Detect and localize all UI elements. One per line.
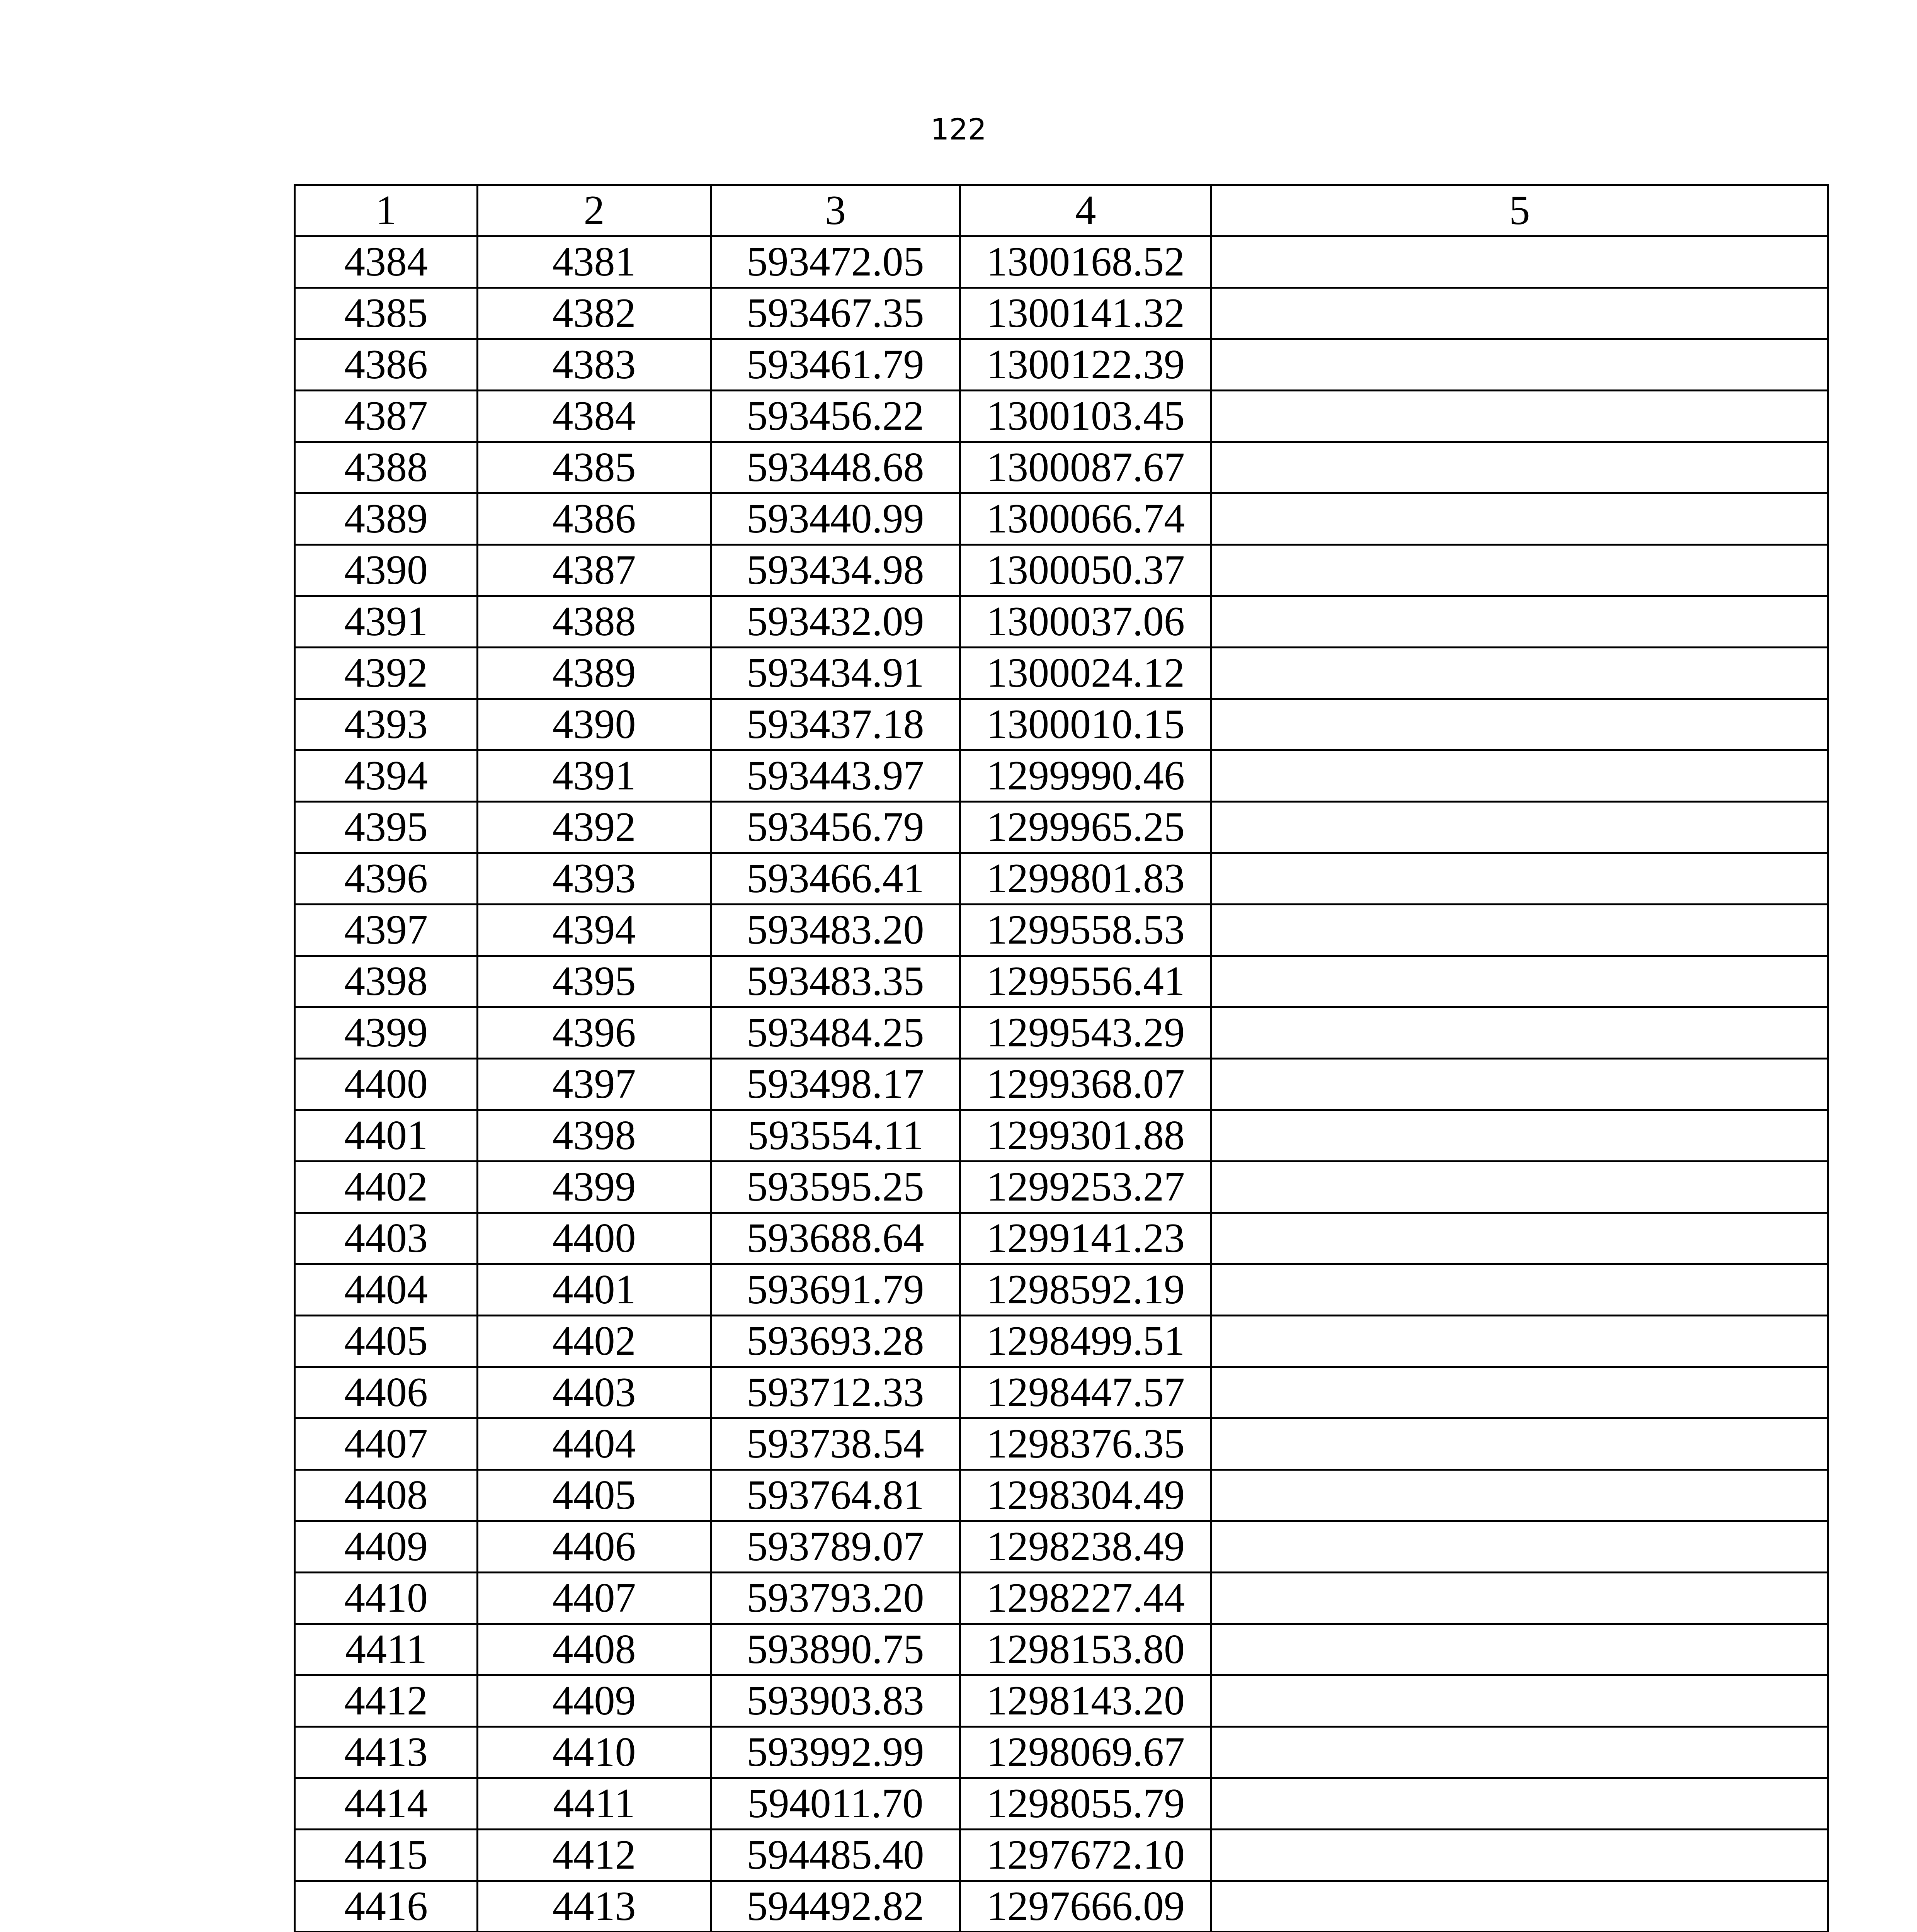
- table-cell-col-5: [1211, 1675, 1828, 1727]
- table-cell-col-4: 1298447.57: [960, 1367, 1211, 1418]
- table-cell-col-4: 1299301.88: [960, 1110, 1211, 1162]
- table-cell-col-2: 4401: [478, 1264, 711, 1316]
- header-cell-5: 5: [1211, 185, 1828, 236]
- table-cell-col-5: [1211, 1573, 1828, 1624]
- table-cell-col-3: 593789.07: [711, 1521, 960, 1573]
- table-cell-col-4: 1299558.53: [960, 905, 1211, 956]
- table-row: [295, 1727, 1828, 1778]
- table-row: [295, 1059, 1828, 1110]
- table-cell-col-4: 1300010.15: [960, 699, 1211, 750]
- table-cell-col-3: 593688.64: [711, 1213, 960, 1264]
- table-cell-col-4: 1297666.09: [960, 1881, 1211, 1932]
- table-cell-col-5: [1211, 1727, 1828, 1778]
- table-body: [295, 236, 1828, 1932]
- table-row: [295, 648, 1828, 699]
- table-cell-col-3: 593456.79: [711, 802, 960, 853]
- table-cell-col-4: 1299253.27: [960, 1162, 1211, 1213]
- table-cell-col-1: 4390: [295, 545, 478, 596]
- table-cell-col-2: 4404: [478, 1418, 711, 1470]
- table-cell-col-3: 594492.82: [711, 1881, 960, 1932]
- table-cell-col-2: 4390: [478, 699, 711, 750]
- page-number: 122: [930, 112, 987, 146]
- table-row: [295, 750, 1828, 802]
- table-cell-col-4: 1298499.51: [960, 1316, 1211, 1367]
- table-cell-col-5: [1211, 1881, 1828, 1932]
- table-cell-col-1: 4401: [295, 1110, 478, 1162]
- table-cell-col-5: [1211, 442, 1828, 493]
- table-row: [295, 1007, 1828, 1059]
- table-row: [295, 1264, 1828, 1316]
- table-cell-col-5: [1211, 1624, 1828, 1675]
- table-cell-col-4: 1298069.67: [960, 1727, 1211, 1778]
- table-cell-col-2: 4381: [478, 236, 711, 288]
- table-cell-col-2: 4394: [478, 905, 711, 956]
- table-cell-col-4: 1300050.37: [960, 545, 1211, 596]
- table-cell-col-2: 4386: [478, 493, 711, 545]
- header-cell-4: 4: [960, 185, 1211, 236]
- table-cell-col-3: 593595.25: [711, 1162, 960, 1213]
- table-cell-col-5: [1211, 1316, 1828, 1367]
- table-cell-col-3: 593434.91: [711, 648, 960, 699]
- table-cell-col-2: 4396: [478, 1007, 711, 1059]
- table-cell-col-2: 4395: [478, 956, 711, 1007]
- table-cell-col-4: 1300122.39: [960, 339, 1211, 391]
- table-cell-col-1: 4414: [295, 1778, 478, 1830]
- table-cell-col-2: 4407: [478, 1573, 711, 1624]
- table-cell-col-2: 4398: [478, 1110, 711, 1162]
- table-cell-col-5: [1211, 1521, 1828, 1573]
- table-cell-col-2: 4409: [478, 1675, 711, 1727]
- table-cell-col-2: 4383: [478, 339, 711, 391]
- table-cell-col-5: [1211, 905, 1828, 956]
- table-cell-col-1: 4394: [295, 750, 478, 802]
- table-cell-col-2: 4408: [478, 1624, 711, 1675]
- table-row: [295, 905, 1828, 956]
- table-cell-col-2: 4397: [478, 1059, 711, 1110]
- table-row: [295, 493, 1828, 545]
- table-header-row: [295, 185, 1828, 236]
- table-row: [295, 1624, 1828, 1675]
- table-cell-col-5: [1211, 648, 1828, 699]
- coordinates-table: [294, 184, 1829, 1932]
- table-cell-col-4: 1300066.74: [960, 493, 1211, 545]
- table-cell-col-5: [1211, 288, 1828, 339]
- table-cell-col-2: 4402: [478, 1316, 711, 1367]
- table-cell-col-2: 4393: [478, 853, 711, 905]
- table-cell-col-2: 4400: [478, 1213, 711, 1264]
- table-row: [295, 1470, 1828, 1521]
- table-cell-col-1: 4400: [295, 1059, 478, 1110]
- table-cell-col-1: 4412: [295, 1675, 478, 1727]
- table-cell-col-3: 593448.68: [711, 442, 960, 493]
- table-cell-col-5: [1211, 1007, 1828, 1059]
- table-row: [295, 1573, 1828, 1624]
- table-cell-col-3: 593693.28: [711, 1316, 960, 1367]
- table-cell-col-4: 1298143.20: [960, 1675, 1211, 1727]
- table-cell-col-1: 4408: [295, 1470, 478, 1521]
- table-cell-col-3: 593712.33: [711, 1367, 960, 1418]
- table-row: [295, 1521, 1828, 1573]
- table-cell-col-4: 1300024.12: [960, 648, 1211, 699]
- table-cell-col-1: 4398: [295, 956, 478, 1007]
- table-cell-col-4: 1299543.29: [960, 1007, 1211, 1059]
- table-cell-col-5: [1211, 1110, 1828, 1162]
- table-cell-col-1: 4389: [295, 493, 478, 545]
- table-cell-col-1: 4415: [295, 1830, 478, 1881]
- table-cell-col-1: 4387: [295, 391, 478, 442]
- table-cell-col-4: 1298055.79: [960, 1778, 1211, 1830]
- table-cell-col-1: 4410: [295, 1573, 478, 1624]
- table-cell-col-3: 593890.75: [711, 1624, 960, 1675]
- table-row: [295, 1778, 1828, 1830]
- table-row: [295, 1830, 1828, 1881]
- table-row: [295, 956, 1828, 1007]
- table-cell-col-1: 4393: [295, 699, 478, 750]
- table-cell-col-2: 4389: [478, 648, 711, 699]
- table-cell-col-4: 1300103.45: [960, 391, 1211, 442]
- table-row: [295, 545, 1828, 596]
- table-row: [295, 288, 1828, 339]
- table-cell-col-1: 4404: [295, 1264, 478, 1316]
- table-cell-col-4: 1299556.41: [960, 956, 1211, 1007]
- table-cell-col-1: 4407: [295, 1418, 478, 1470]
- table-cell-col-5: [1211, 236, 1828, 288]
- table-cell-col-2: 4413: [478, 1881, 711, 1932]
- table-cell-col-4: 1300087.67: [960, 442, 1211, 493]
- table-cell-col-2: 4411: [478, 1778, 711, 1830]
- table-cell-col-3: 593461.79: [711, 339, 960, 391]
- table-row: [295, 1418, 1828, 1470]
- table-cell-col-3: 593484.25: [711, 1007, 960, 1059]
- table-cell-col-2: 4391: [478, 750, 711, 802]
- table-cell-col-4: 1299965.25: [960, 802, 1211, 853]
- table-row: [295, 442, 1828, 493]
- table-cell-col-4: 1298153.80: [960, 1624, 1211, 1675]
- table-cell-col-5: [1211, 1830, 1828, 1881]
- table-cell-col-4: 1300168.52: [960, 236, 1211, 288]
- table-cell-col-5: [1211, 1059, 1828, 1110]
- table-cell-col-3: 593793.20: [711, 1573, 960, 1624]
- table-cell-col-3: 594011.70: [711, 1778, 960, 1830]
- table-row: [295, 596, 1828, 648]
- table-cell-col-3: 593456.22: [711, 391, 960, 442]
- table-cell-col-3: 593437.18: [711, 699, 960, 750]
- table-row: [295, 339, 1828, 391]
- table-cell-col-5: [1211, 1213, 1828, 1264]
- table-cell-col-4: 1300141.32: [960, 288, 1211, 339]
- table-cell-col-4: 1298376.35: [960, 1418, 1211, 1470]
- table-cell-col-3: 593498.17: [711, 1059, 960, 1110]
- table-cell-col-2: 4388: [478, 596, 711, 648]
- table-cell-col-4: 1300037.06: [960, 596, 1211, 648]
- table-cell-col-1: 4391: [295, 596, 478, 648]
- table-cell-col-5: [1211, 493, 1828, 545]
- header-cell-2: 2: [478, 185, 711, 236]
- table-row: [295, 1675, 1828, 1727]
- table-cell-col-4: 1299990.46: [960, 750, 1211, 802]
- table-cell-col-2: 4405: [478, 1470, 711, 1521]
- table-row: [295, 236, 1828, 288]
- table-cell-col-3: 593483.20: [711, 905, 960, 956]
- table-cell-col-4: 1298227.44: [960, 1573, 1211, 1624]
- table-cell-col-5: [1211, 1418, 1828, 1470]
- table-row: [295, 391, 1828, 442]
- table-cell-col-3: 593903.83: [711, 1675, 960, 1727]
- table-cell-col-4: 1299801.83: [960, 853, 1211, 905]
- table-cell-col-5: [1211, 1264, 1828, 1316]
- table-cell-col-5: [1211, 391, 1828, 442]
- table-cell-col-5: [1211, 1162, 1828, 1213]
- table-cell-col-2: 4399: [478, 1162, 711, 1213]
- table-cell-col-1: 4392: [295, 648, 478, 699]
- table-cell-col-5: [1211, 802, 1828, 853]
- table-cell-col-2: 4382: [478, 288, 711, 339]
- table-row: [295, 1110, 1828, 1162]
- table-cell-col-1: 4409: [295, 1521, 478, 1573]
- table-cell-col-5: [1211, 853, 1828, 905]
- table-cell-col-3: 593440.99: [711, 493, 960, 545]
- table-cell-col-5: [1211, 699, 1828, 750]
- table-cell-col-4: 1298304.49: [960, 1470, 1211, 1521]
- table-cell-col-3: 593472.05: [711, 236, 960, 288]
- table-cell-col-3: 593434.98: [711, 545, 960, 596]
- table-cell-col-3: 593992.99: [711, 1727, 960, 1778]
- table-cell-col-1: 4413: [295, 1727, 478, 1778]
- table-cell-col-3: 593443.97: [711, 750, 960, 802]
- table-cell-col-1: 4395: [295, 802, 478, 853]
- table-cell-col-3: 594485.40: [711, 1830, 960, 1881]
- table-cell-col-3: 593466.41: [711, 853, 960, 905]
- header-cell-3: 3: [711, 185, 960, 236]
- table-cell-col-4: 1299368.07: [960, 1059, 1211, 1110]
- table-cell-col-2: 4392: [478, 802, 711, 853]
- table-cell-col-1: 4411: [295, 1624, 478, 1675]
- table-cell-col-4: 1298238.49: [960, 1521, 1211, 1573]
- table-cell-col-2: 4403: [478, 1367, 711, 1418]
- table-cell-col-3: 593764.81: [711, 1470, 960, 1521]
- table-cell-col-3: 593432.09: [711, 596, 960, 648]
- table-cell-col-1: 4396: [295, 853, 478, 905]
- table-cell-col-2: 4410: [478, 1727, 711, 1778]
- table-cell-col-3: 593738.54: [711, 1418, 960, 1470]
- table-row: [295, 802, 1828, 853]
- table-cell-col-5: [1211, 545, 1828, 596]
- table-cell-col-2: 4385: [478, 442, 711, 493]
- table-cell-col-2: 4384: [478, 391, 711, 442]
- table-cell-col-5: [1211, 1778, 1828, 1830]
- table-row: [295, 1162, 1828, 1213]
- table-cell-col-3: 593554.11: [711, 1110, 960, 1162]
- table-cell-col-1: 4388: [295, 442, 478, 493]
- table-cell-col-5: [1211, 750, 1828, 802]
- table-cell-col-3: 593467.35: [711, 288, 960, 339]
- table-row: [295, 699, 1828, 750]
- header-cell-1: 1: [295, 185, 478, 236]
- table-row: [295, 1316, 1828, 1367]
- table-cell-col-1: 4406: [295, 1367, 478, 1418]
- table-cell-col-1: 4402: [295, 1162, 478, 1213]
- table-row: [295, 853, 1828, 905]
- table-cell-col-4: 1298592.19: [960, 1264, 1211, 1316]
- table-cell-col-1: 4399: [295, 1007, 478, 1059]
- table-cell-col-3: 593691.79: [711, 1264, 960, 1316]
- table-cell-col-3: 593483.35: [711, 956, 960, 1007]
- table-row: [295, 1213, 1828, 1264]
- table-cell-col-1: 4385: [295, 288, 478, 339]
- table-cell-col-1: 4384: [295, 236, 478, 288]
- table-cell-col-5: [1211, 956, 1828, 1007]
- table-cell-col-2: 4387: [478, 545, 711, 596]
- table-cell-col-1: 4397: [295, 905, 478, 956]
- table-cell-col-1: 4403: [295, 1213, 478, 1264]
- table-cell-col-5: [1211, 596, 1828, 648]
- table-cell-col-2: 4412: [478, 1830, 711, 1881]
- table-cell-col-5: [1211, 1470, 1828, 1521]
- table-cell-col-2: 4406: [478, 1521, 711, 1573]
- table-cell-col-5: [1211, 1367, 1828, 1418]
- table-cell-col-1: 4405: [295, 1316, 478, 1367]
- table-cell-col-4: 1297672.10: [960, 1830, 1211, 1881]
- table-cell-col-1: 4416: [295, 1881, 478, 1932]
- table-cell-col-4: 1299141.23: [960, 1213, 1211, 1264]
- table-row: [295, 1881, 1828, 1932]
- table-cell-col-1: 4386: [295, 339, 478, 391]
- table-cell-col-5: [1211, 339, 1828, 391]
- table-row: [295, 1367, 1828, 1418]
